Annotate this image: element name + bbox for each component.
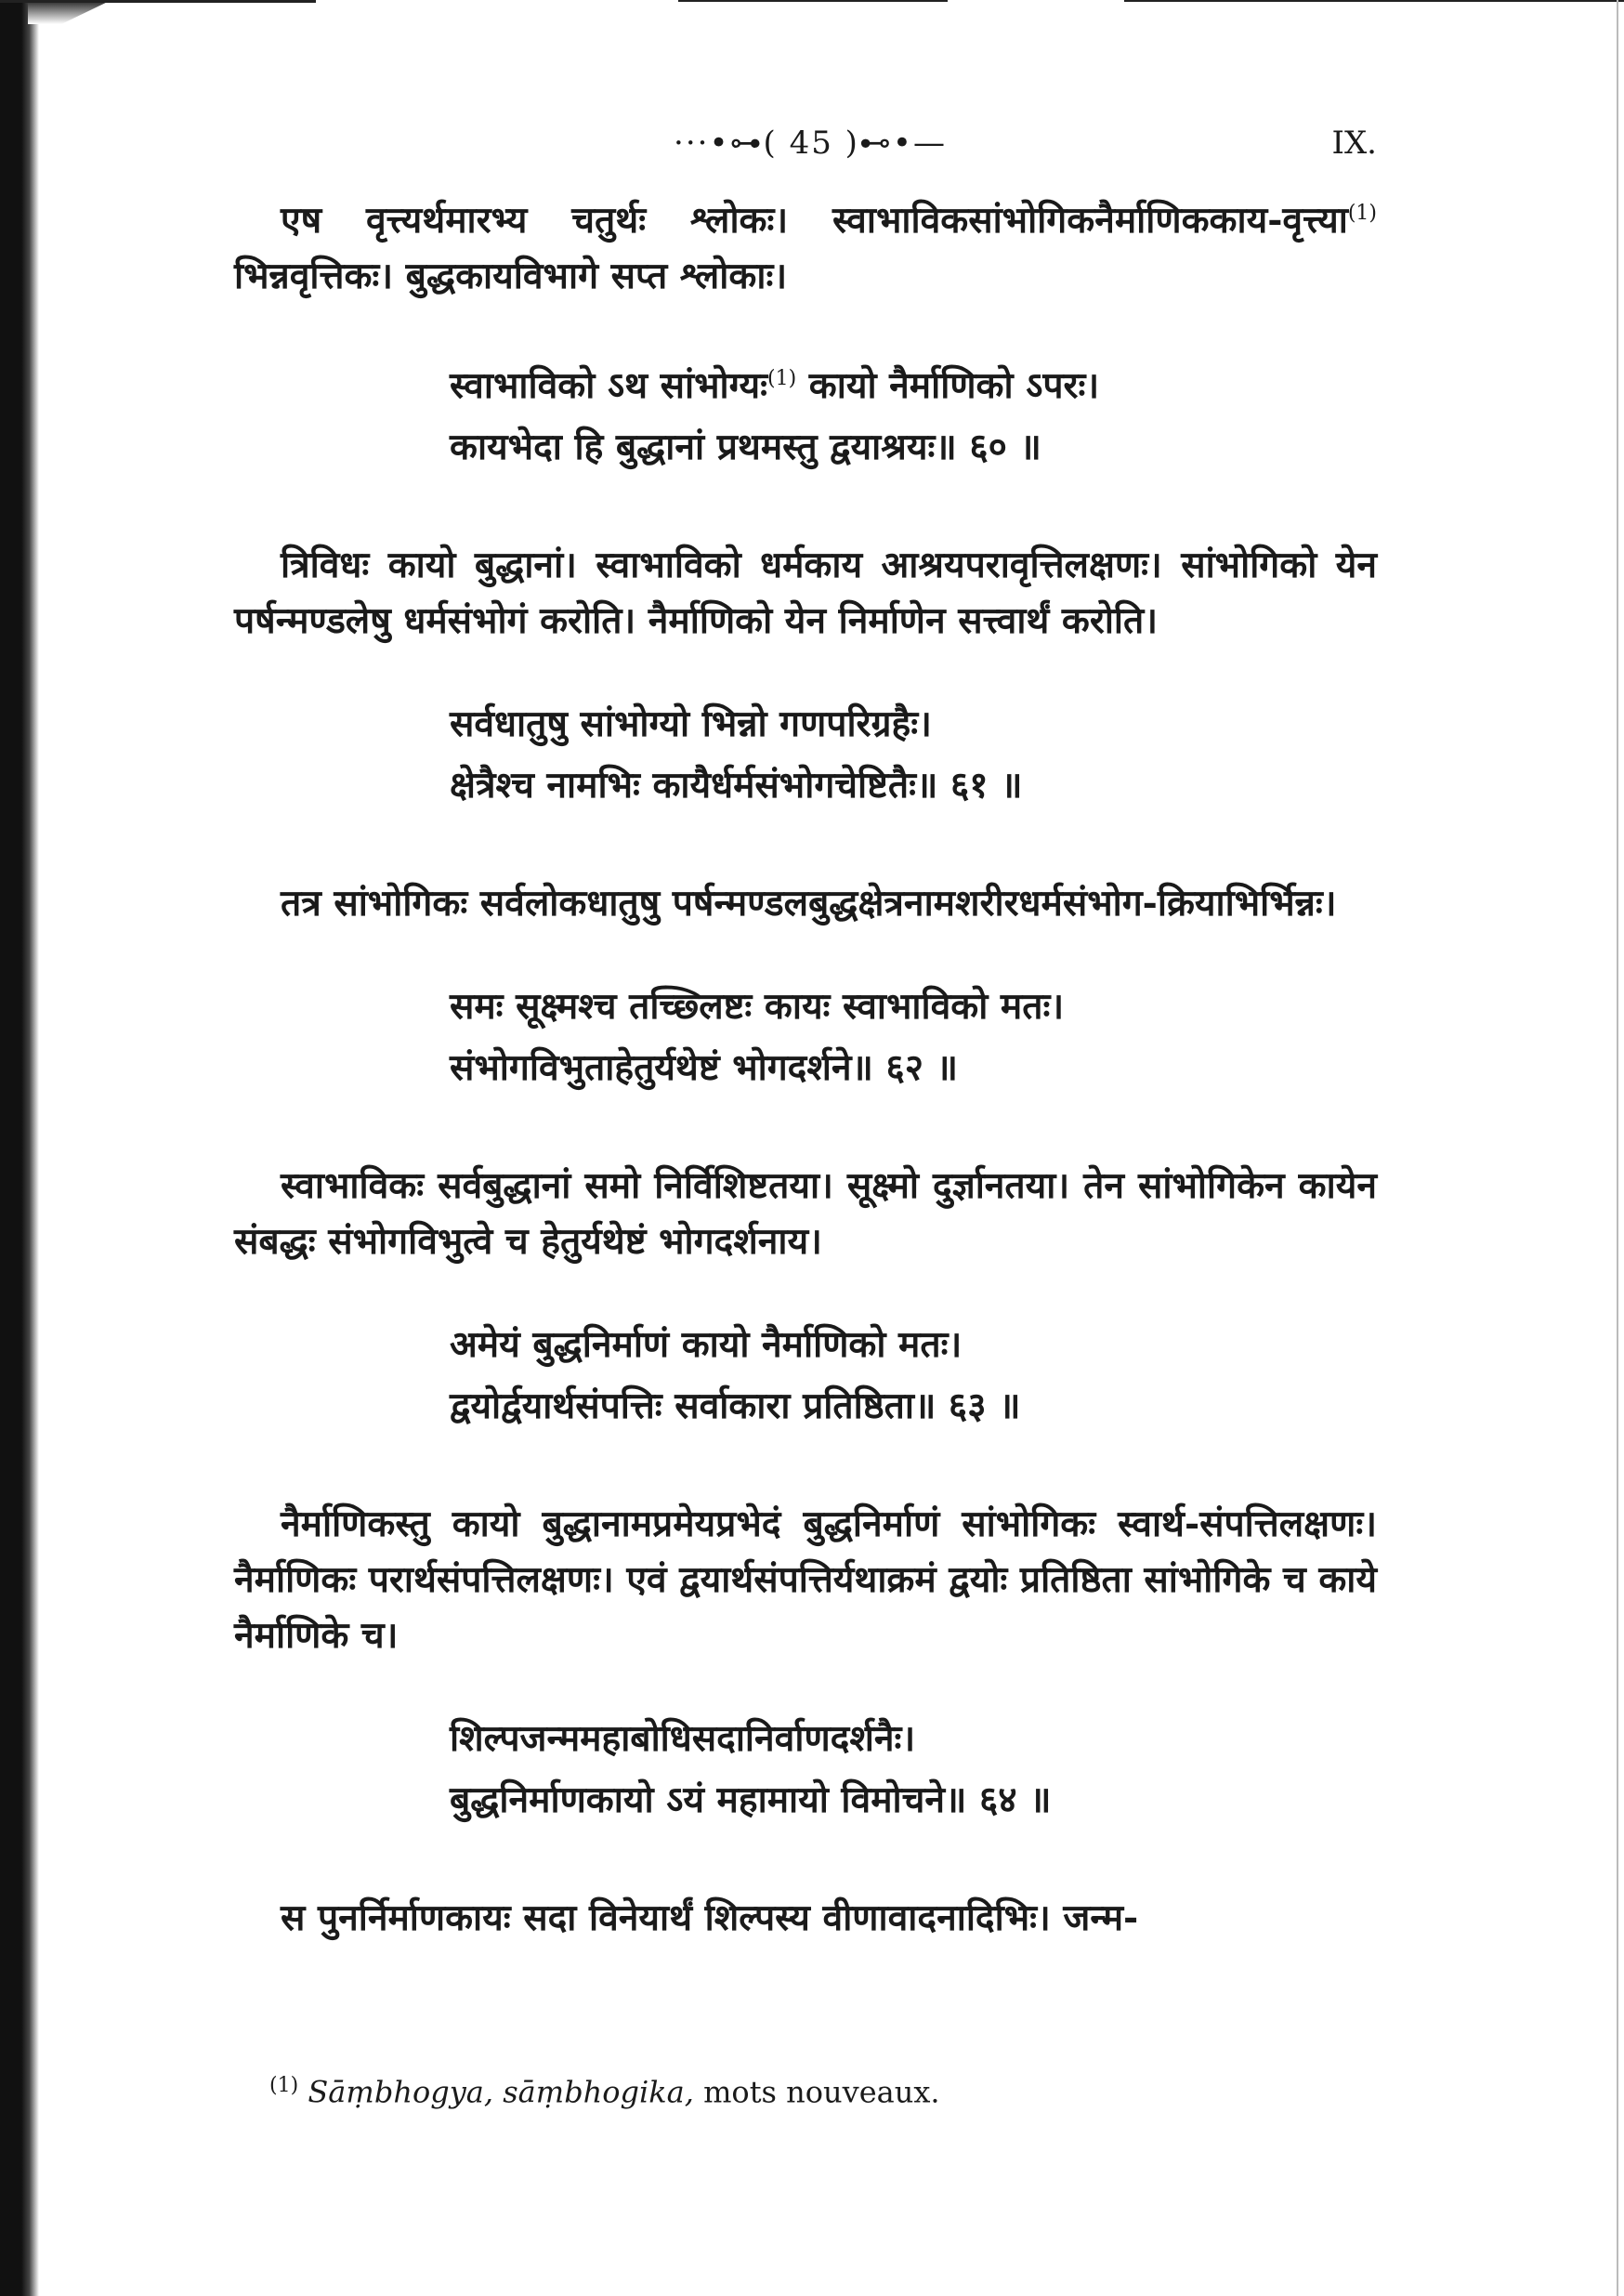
prose-paragraph-5: नैर्माणिकस्तु कायो बुद्धानामप्रमेयप्रभेदं बुद्धनिर्माणं सांभोगिकः स्वार्थ-संपत्तिलक्षणः। नैर्माणिकः परार्थसंपत्तिलक्षणः। एवं द्वयार्थसंपत्तिर्यथाक्रमं द्वयोः प्रतिष्ठिता सांभोगिके च काये नैर्माणिके च। — [234, 1502, 1377, 1657]
footnote-ref: (1) — [767, 367, 797, 390]
footnote-ref: (1) — [1347, 202, 1377, 225]
top-rule-mid — [678, 0, 948, 2]
page-content — [234, 112, 1377, 1990]
footnote-text: mots nouveaux. — [693, 2074, 940, 2110]
footnote — [269, 2074, 940, 2110]
signature-mark: IX. — [1331, 125, 1377, 162]
page-header — [234, 112, 1377, 186]
verse-62: समः सूक्ष्मश्च तच्छ्लिष्टः कायः स्वाभाविको मतः। संभोगविभुताहेतुर्यथेष्टं भोगदर्शने॥ ६२ ॥ — [450, 985, 1065, 1089]
page-right-edge — [1617, 0, 1618, 2296]
binding-notch — [28, 0, 111, 24]
verse-63: अमेयं बुद्धनिर्माणं कायो नैर्माणिको मतः। द्वयोर्द्वयार्थसंपत्तिः सर्वाकारा प्रतिष्ठिता॥ ६३ ॥ — [450, 1323, 1021, 1427]
prose-paragraph-4: स्वाभाविकः सर्वबुद्धानां समो निर्विशिष्टतया। सूक्ष्मो दुर्ज्ञानतया। तेन सांभोगिकेन कायेन संबद्धः संभोगविभुत्वे च हेतुर्यथेष्टं भोगदर्शनाय। — [234, 1164, 1377, 1263]
book-binding-edge — [0, 0, 39, 2296]
verse-64: शिल्पजन्ममहाबोधिसदानिर्वाणदर्शनैः। बुद्धनिर्माणकायो ऽयं महामायो विमोचने॥ ६४ ॥ — [450, 1717, 1052, 1821]
footnote-marker: (1) — [269, 2074, 299, 2097]
top-rule-right — [1124, 0, 1624, 2]
prose-paragraph-1: एष वृत्त्यर्थमारभ्य चतुर्थः श्लोकः। स्वाभाविकसांभोगिकनैर्माणिककाय-वृत्त्या$^{(1)}$ भिन्नवृत्तिकः। बुद्धकायविभागे सप्त श्लोकाः। — [234, 199, 1377, 297]
prose-paragraph-2: त्रिविधः कायो बुद्धानां। स्वाभाविको धर्मकाय आश्रयपरावृत्तिलक्षणः। सांभोगिको येन पर्षन्मण्डलेषु धर्मसंभोगं करोति। नैर्माणिको येन निर्माणेन सत्त्वार्थं करोति। — [234, 544, 1377, 642]
footnote-terms: Sāṃbhogya, sāṃbhogika, — [308, 2074, 694, 2110]
prose-paragraph-6: स पुनर्निर्माणकायः सदा विनेयार्थं शिल्पस्य वीणावादनादिभिः। जन्म- — [281, 1896, 1139, 1939]
page-number: ···•⊶( 45 )⊷•— — [674, 125, 947, 162]
verse-61: सर्वधातुषु सांभोग्यो भिन्नो गणपरिग्रहैः। क्षेत्रैश्च नामभिः कायैर्धर्मसंभोगचेष्टितैः॥ ६१ ॥ — [450, 702, 1023, 807]
prose-paragraph-3: तत्र सांभोगिकः सर्वलोकधातुषु पर्षन्मण्डलबुद्धक्षेत्रनामशरीरधर्मसंभोग-क्रियाभिर्भिन्नः। — [281, 882, 1337, 925]
top-rule-left — [0, 0, 316, 3]
verse-60: स्वाभाविको ऽथ सांभोग्यः$^{(1)}$ कायो नैर्माणिको ऽपरः। कायभेदा हि बुद्धानां प्रथमस्तु द्वयाश्रयः॥ ६० ॥ — [450, 364, 1100, 468]
